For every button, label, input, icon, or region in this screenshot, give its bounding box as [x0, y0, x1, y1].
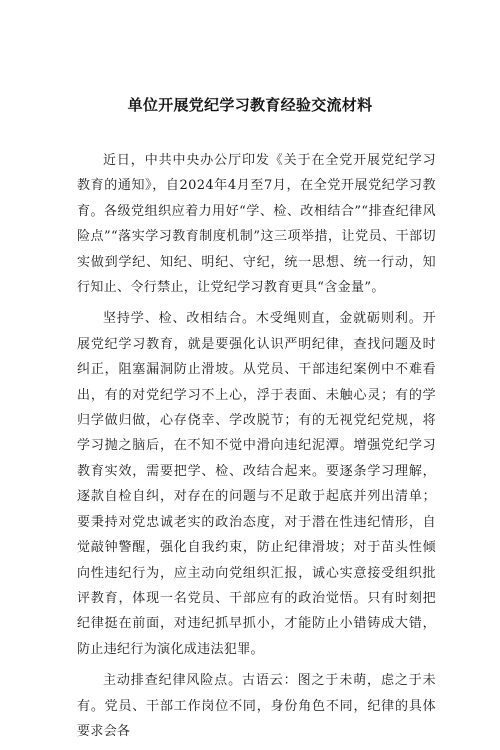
body-paragraph: 主动排查纪律风险点。古语云：图之于未萌，虑之于未有。党员、干部工作岗位不同，身份角色不同，纪律的具体要求会各: [77, 673, 436, 739]
body-paragraph: 坚持学、检、改相结合。木受绳则直，金就砺则利。开展党纪学习教育，就是要强化认识严明纪律，查找问题及时纠正，阻塞漏洞防止滑坡。从党员、干部违纪案例中不难看出，有的对党纪学习不上心，浮于表面、未触心灵；有的学归学做归做，心存侥幸、学改脱节；有的无视党纪党规，将学习抛之脑后，在不知不觉中滑向违纪泥潭。增强党纪学习教育实效，需要把学、检、改结合起来。要逐条学习理解，逐款自检自纠，对存在的问题与不足敢于起底并列出清单；要秉持对党忠诚老实的政治态度，对于潜在性违纪情形，自觉敲钟警醒，强化自我约束，防止纪律滑坡；对于苗头性倾向性违纪行为，应主动向党组织汇报，诚心实意接受组织批评教育，体现一名党员、干部应有的政治觉悟。只有时刻把纪律挺在前面，对违纪抓早抓小，才能防止小错铸成大错，防止违纪行为演化成违法犯罪。: [77, 311, 436, 657]
body-paragraph: 近日，中共中央办公厅印发《关于在全党开展党纪学习教育的通知》，自2024年4月至7月，在全党开展党纪学习教育。各级党组织应着力用好“学、检、改相结合”“排查纪律风险点”“落实学习教育制度机制”这三项举措，让党员、干部切实做到学纪、知纪、明纪、守纪，统一思想、统一行动，知行知止、令行禁止，让党纪学习教育更具“含金量”。: [77, 153, 436, 296]
document-title: 单位开展党纪学习教育经验交流材料: [127, 96, 373, 114]
document-body: [77, 148, 436, 750]
